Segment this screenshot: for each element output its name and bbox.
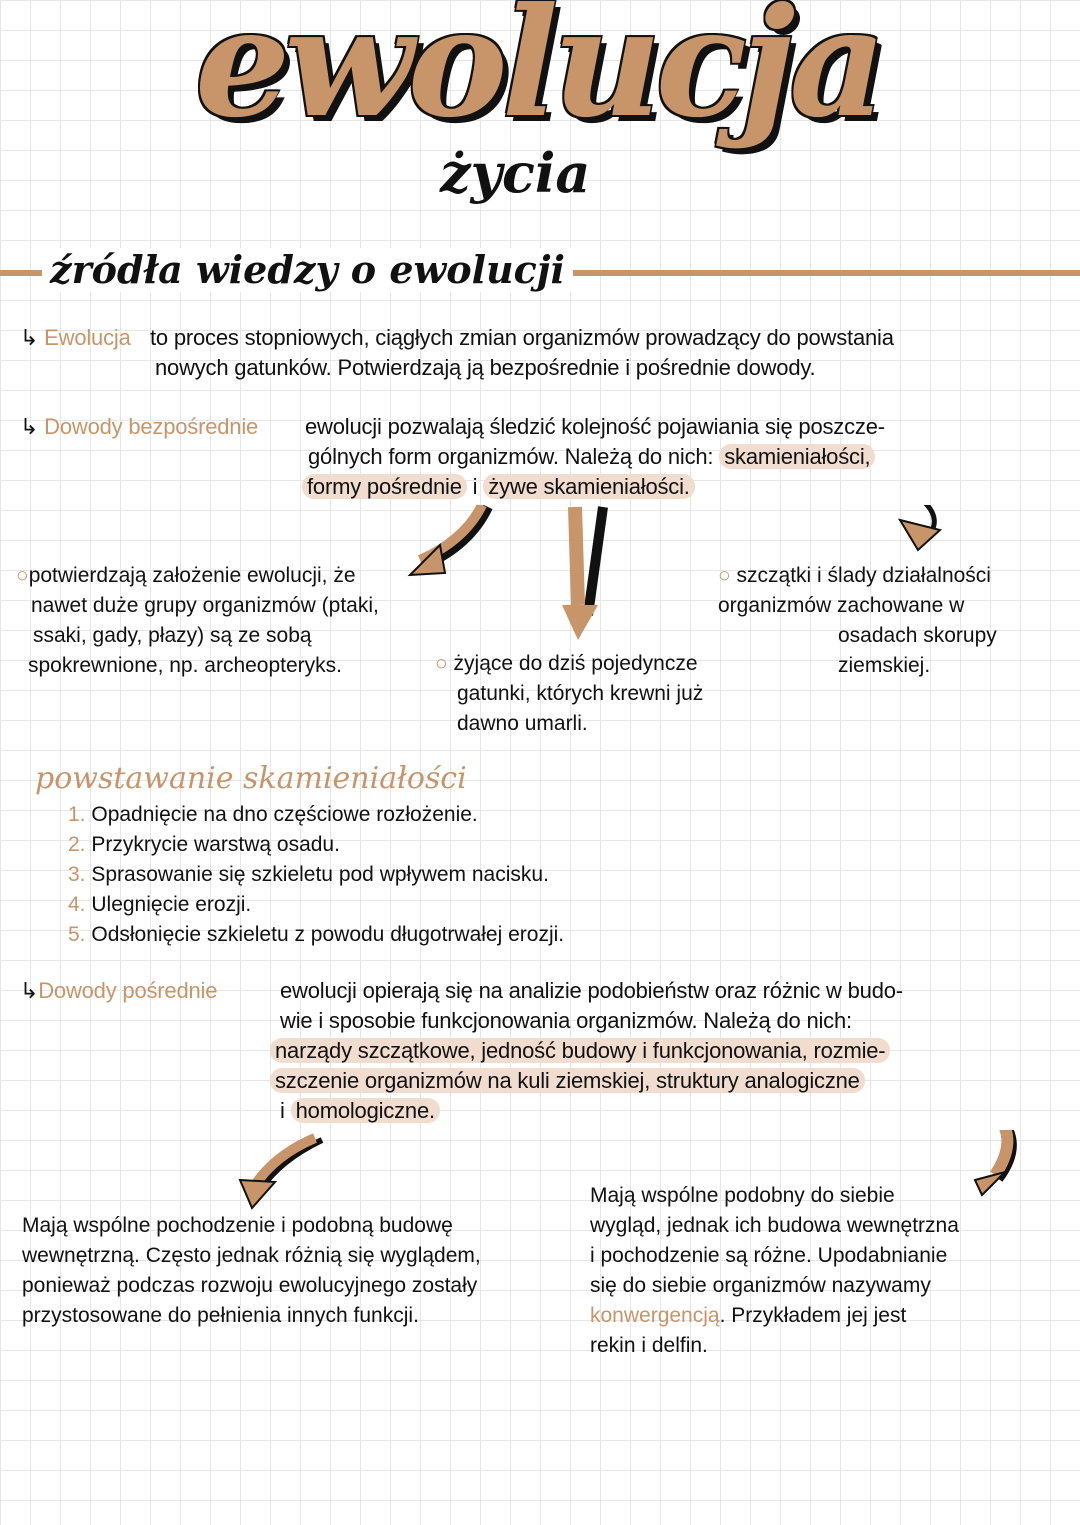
arrow-icon: ↳ bbox=[20, 414, 39, 439]
bullet-icon: ○ bbox=[16, 564, 29, 587]
arrow-middle-icon bbox=[562, 507, 603, 640]
step-item: 4. Ulegnięcie erozji. bbox=[68, 893, 252, 916]
direct-text3: formy pośrednie i żywe skamieniałości. bbox=[302, 472, 695, 502]
indirect-term-row bbox=[20, 976, 217, 1006]
highlight-fossils: skamieniałości, bbox=[719, 444, 875, 469]
intro-text1: to proces stopniowych, ciągłych zmian organizmów prowadzący do powstania bbox=[150, 325, 894, 350]
arrow-icon: ↳ bbox=[20, 978, 39, 1003]
arrow-left-icon bbox=[240, 1138, 322, 1208]
indirect-text5: i homologiczne. bbox=[280, 1096, 440, 1126]
fossil-heading: powstawanie skamieniałości bbox=[35, 761, 467, 796]
highlight-living-fossils: żywe skamieniałości. bbox=[483, 474, 694, 499]
step-item: 2. Przykrycie warstwą osadu. bbox=[68, 833, 340, 856]
step-item: 3. Sprasowanie się szkieletu pod wpływem nacisku. bbox=[68, 863, 549, 886]
analogous-text: Mają wspólne podobny do siebie wygląd, jednak ich budowa wewnętrzna i pochodzenie są różne. Upodabnianie się do siebie organizmów nazywamy konwergencją. Przykładem jej jest rekin i delfin. bbox=[590, 1184, 959, 1357]
title-sub: życia bbox=[440, 141, 591, 205]
indirect-text1: ewolucji opierają się na analizie podobieństw oraz różnic w budo- bbox=[280, 978, 903, 1003]
term-ewolucja: Ewolucja bbox=[44, 325, 131, 350]
indirect-text4: szczenie organizmów na kuli ziemskiej, struktury analogiczne bbox=[270, 1066, 865, 1096]
fossil-steps bbox=[68, 800, 564, 950]
intro-line1 bbox=[20, 323, 131, 353]
arrow-left-icon bbox=[410, 505, 488, 575]
arrow-right-icon bbox=[975, 1130, 1014, 1195]
step-item: 5. Odsłonięcie szkieletu z powodu długotrwałej erozji. bbox=[68, 923, 565, 946]
term-convergence: konwergencją bbox=[590, 1304, 720, 1327]
indirect-text3: narządy szczątkowe, jedność budowy i funkcjonowania, rozmie- bbox=[270, 1036, 890, 1066]
highlight-transitional: formy pośrednie bbox=[302, 474, 467, 499]
term-direct: Dowody bezpośrednie bbox=[44, 414, 259, 439]
indirect-text2: wie i sposobie funkcjonowania organizmów. Należą do nich: bbox=[280, 1008, 852, 1033]
title-main: ewolucja bbox=[195, 0, 881, 151]
bullet-left: ○potwierdzają założenie ewolucji, że nawet duże grupy organizmów (ptaki, ssaki, gady, płazy) są ze sobą spokrewnione, np. archeopteryks. bbox=[16, 564, 379, 677]
bullet-middle: ○ żyjące do dziś pojedyncze gatunki, których krewni już dawno umarli. bbox=[435, 652, 704, 735]
bullet-right: ○ szczątki i ślady działalności organizmów zachowane w osadach skorupy ziemskiej. bbox=[718, 564, 997, 677]
homologous-text: Mają wspólne pochodzenie i podobną budowę wewnętrzną. Często jednak różnią się wyglądem, ponieważ podczas rozwoju ewolucyjnego zostały przystosowane do pełnienia innych funkcji. bbox=[22, 1214, 481, 1327]
bullet-icon: ○ bbox=[435, 652, 454, 675]
bullet-icon: ○ bbox=[718, 564, 737, 587]
direct-text1: ewolucji pozwalają śledzić kolejność pojawiania się poszcze- bbox=[305, 414, 885, 439]
arrow-icon: ↳ bbox=[20, 325, 39, 350]
direct-text2: gólnych form organizmów. Należą do nich: skamieniałości, bbox=[308, 442, 875, 472]
intro-text2: nowych gatunków. Potwierdzają ją bezpośrednie i pośrednie dowody. bbox=[155, 355, 816, 380]
direct-term-row bbox=[20, 412, 258, 442]
section-header: źródła wiedzy o ewolucji bbox=[42, 248, 573, 292]
term-indirect: Dowody pośrednie bbox=[38, 978, 218, 1003]
step-item: 1. Opadnięcie na dno częściowe rozłożenie. bbox=[68, 803, 478, 826]
arrow-right-icon bbox=[900, 505, 940, 550]
